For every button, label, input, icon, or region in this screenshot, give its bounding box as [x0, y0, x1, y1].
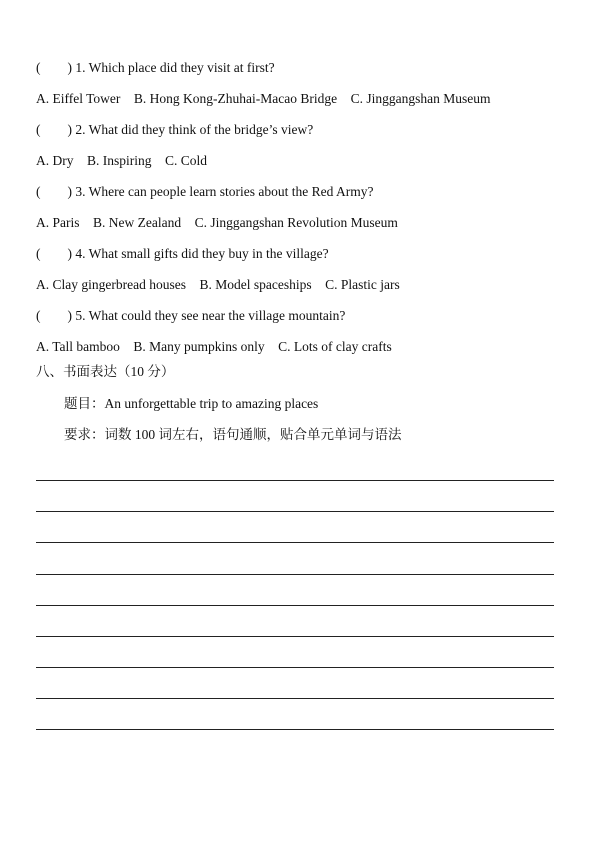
answer-line[interactable]	[36, 542, 554, 543]
question-1-options: A. Eiffel Tower B. Hong Kong-Zhuhai-Macao Bridge C. Jinggangshan Museum	[36, 91, 491, 106]
question-3-stem: ( ) 3. Where can people learn stories about the Red Army?	[36, 184, 374, 199]
question-2-options: A. Dry B. Inspiring C. Cold	[36, 153, 208, 168]
question-4-options: A. Clay gingerbread houses B. Model spaceships C. Plastic jars	[36, 277, 400, 292]
question-3-options: A. Paris B. New Zealand C. Jinggangshan Revolution Museum	[36, 215, 398, 230]
writing-topic: 题目：An unforgettable trip to amazing places	[64, 396, 319, 411]
answer-line[interactable]	[36, 574, 554, 575]
answer-line[interactable]	[36, 511, 554, 512]
answer-line[interactable]	[36, 729, 554, 730]
question-4-stem: ( ) 4. What small gifts did they buy in the village?	[36, 246, 329, 261]
question-1-stem: ( ) 1. Which place did they visit at first?	[36, 60, 275, 75]
section-title: 八、书面表达（10 分）	[36, 364, 175, 379]
question-5-options: A. Tall bamboo B. Many pumpkins only C. Lots of clay crafts	[36, 339, 392, 354]
answer-line[interactable]	[36, 636, 554, 637]
question-5-stem: ( ) 5. What could they see near the village mountain?	[36, 308, 346, 323]
answer-line[interactable]	[36, 698, 554, 699]
writing-requirement: 要求：词数 100 词左右，语句通顺，贴合单元单词与语法	[64, 427, 402, 442]
answer-line[interactable]	[36, 480, 554, 481]
answer-line[interactable]	[36, 605, 554, 606]
answer-line[interactable]	[36, 667, 554, 668]
question-2-stem: ( ) 2. What did they think of the bridge’s view?	[36, 122, 314, 137]
